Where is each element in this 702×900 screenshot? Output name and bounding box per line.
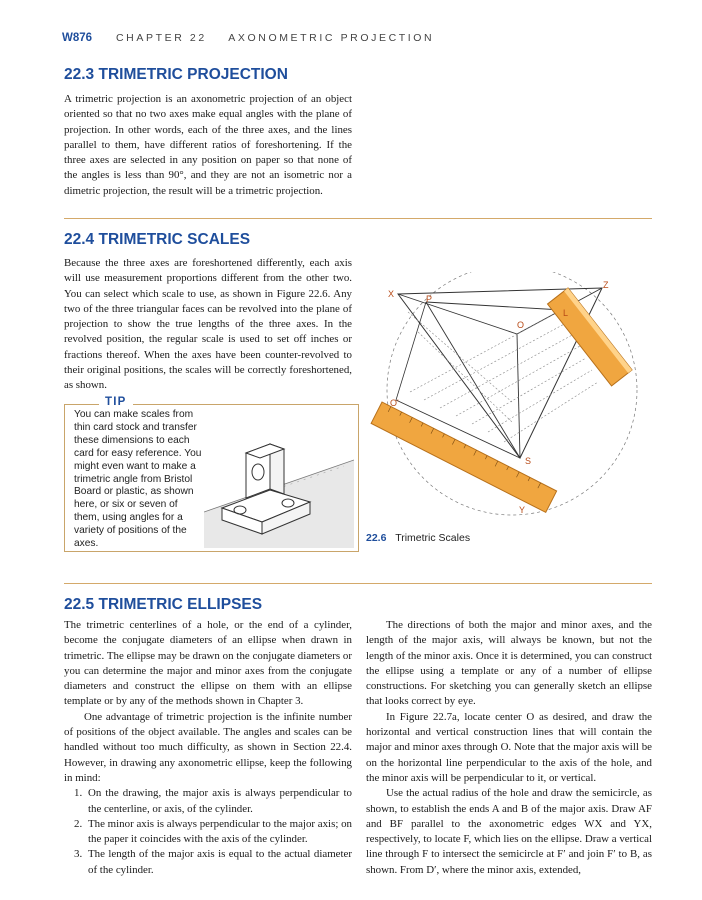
tip-illustration (204, 430, 354, 548)
chapter-title: AXONOMETRIC PROJECTION (228, 32, 435, 44)
list-number: 3. (74, 848, 83, 861)
list-item (64, 817, 352, 848)
column-left (64, 618, 352, 878)
section-divider (64, 583, 652, 584)
tip-text: You can make scales from thin card stock and transfer these dimensions to each card for easy reference. You might even want to make a trimetric angle from Bristol Board or plastic, as shown here, or six or seven of them, using angles for a variety of positions of the axes. (74, 409, 202, 550)
paragraph-22-4: Because the three axes are foreshortened differently, each axis will use measurement proportions different from the other two. You can select which scale to use, as shown in Figure 22.6. Any two of the three triangular faces can be revolved into the plane of projection to show the true lengths of the three axes. In the revolved position, the regular scale is used to set off inches or fractions thereof. When the axes have been counter-revolved to their original positions, the scales will be correctly foreshortened, as shown. (64, 257, 352, 392)
chapter-label: CHAPTER 22 (116, 32, 207, 44)
list-text: The minor axis is always perpendicular to the major axis; on the paper it coincides with the axis of the cylinder. (88, 817, 352, 846)
list-text: The length of the major axis is equal to the actual diameter of the cylinder. (88, 848, 352, 876)
figure-number: 22.6 (366, 532, 387, 544)
tip-label: TIP (99, 396, 133, 408)
label-z: Z (603, 280, 609, 290)
running-header (116, 32, 434, 44)
label-x: X (388, 289, 395, 299)
revolved-line-pl (426, 302, 562, 310)
label-p: P (426, 294, 433, 304)
figure-22-6-drawing (362, 272, 662, 522)
label-o-prime: O' (390, 398, 399, 408)
scale-z (548, 288, 633, 386)
paragraph-22-5-4: In Figure 22.7a, locate center O as desired, and draw the horizontal and vertical construction lines that will contain the major and minor axes through O. Note that the major axis will be on the horizontal line perpendicular to the axis of the hole, and the minor axis will be perpendicular to it, or vertical. (366, 710, 652, 784)
list-number: 1. (74, 787, 83, 800)
paragraph-22-5-1: The trimetric centerlines of a hole, or the end of a cylinder, become the conjugate diameters of an ellipse when drawn in trimetric. The ellipse may be drawn on the conjugate diameters or you can determine the major and minor axes from the conjugate diameters and construct the ellipse on them with an ellipse template or by any of the methods shown in Chapter 3. (64, 619, 352, 708)
label-o: O (517, 320, 525, 330)
paragraph-22-3: A trimetric projection is an axonometric projection of an object oriented so that no two axes make equal angles with the plane of projection. In other words, each of the three axes, and the lines parallel to them, have different ratios of foreshortening. If the three axes are selected in any position on paper so that none of the angles is less than 90°, and they are not an isometric nor a dimetric projection, the result will be a trimetric projection. (64, 93, 352, 197)
page-number: W876 (62, 32, 93, 44)
list-text: On the drawing, the major axis is always perpendicular to the centerline, or axis, of the cylinder. (88, 787, 352, 815)
axis-ox (398, 294, 517, 334)
section-heading-22-3: 22.3 TRIMETRIC PROJECTION (64, 66, 288, 83)
section-divider (64, 218, 652, 219)
section-heading-22-5: 22.5 TRIMETRIC ELLIPSES (64, 596, 263, 613)
label-s: S (525, 456, 532, 466)
list-item (64, 847, 352, 878)
paragraph-22-5-3: The directions of both the major and minor axes, and the length of the major axis, will always be known, but not the length of the minor axis. Once it is determined, you can construct the ellipse using a template or any of a number of ellipse constructions. For sketching you can generally sketch an ellipse that looks correct by eye. (366, 619, 652, 708)
column-right (366, 618, 652, 878)
ellipse-rules-list (64, 786, 352, 878)
paragraph-22-5-5: Use the actual radius of the hole and draw the semicircle, as shown, to establish the ends A and B of the major axis. Draw AF and BF parallel to the axonometric edges WX and YX, respectively, to locate F, which lies on the ellipse. Draw a vertical line through F to intersect the semicircle at F′ and join F′ to B, as shown. From D′, where the minor axis, extended, (366, 787, 652, 876)
label-y: Y (519, 505, 526, 515)
figure-caption-text: Trimetric Scales (395, 532, 471, 544)
list-number: 2. (74, 817, 83, 830)
figure-caption (366, 532, 470, 544)
label-l: L (563, 308, 569, 318)
section-heading-22-4: 22.4 TRIMETRIC SCALES (64, 231, 251, 248)
axis-oy (517, 334, 520, 458)
list-item (64, 786, 352, 817)
paragraph-22-5-2: One advantage of trimetric projection is the infinite number of positions of the object available. The angles and scales can be handled without too much difficulty, as shown in Section 22.4. However, in drawing any axonometric ellipse, keep the following in mind: (64, 710, 352, 784)
